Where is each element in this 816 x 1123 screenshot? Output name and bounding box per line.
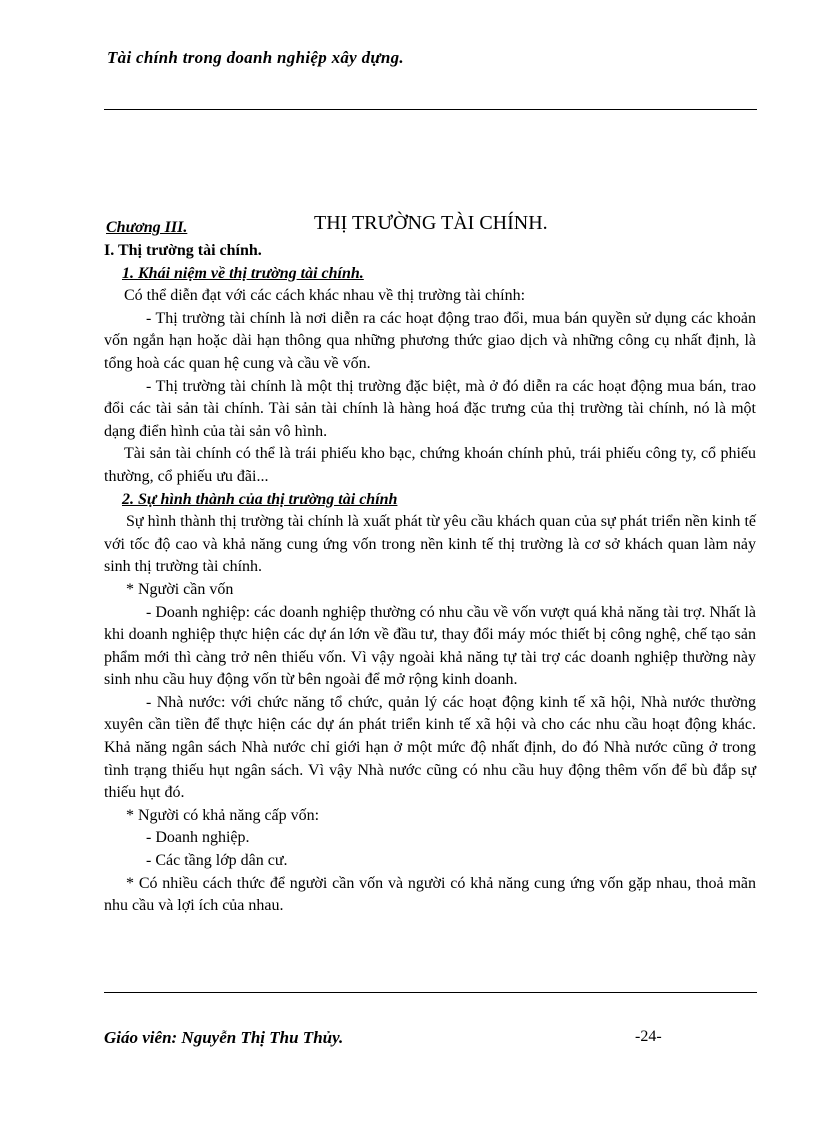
page-body: [104, 212, 756, 918]
capital-supplier-label: * Người có khả năng cấp vốn:: [126, 806, 320, 824]
supply-enterprise: - Doanh nghiệp.: [146, 829, 250, 847]
subsection-heading-concept: 1. Khái niệm về thị trường tài chính.: [122, 264, 364, 282]
formation-conclusion: * Có nhiều cách thức để người cần vốn và người có khả năng cung ứng vốn gặp nhau, thoả mãn nhu cầu và lợi ích của nhau.: [104, 874, 756, 915]
need-enterprise: - Doanh nghiệp: các doanh nghiệp thường có nhu cầu về vốn vượt quá khả năng tài trợ. Nhất là khi doanh nghiệp thực hiện các dự án lớn về đầu tư, thay đổi máy móc thiết bị công nghệ, chế tạo sản phẩm mới thì càng trở nên thiếu vốn. Vì vậy ngoài khả năng tự tài trợ các doanh nghiệp thường này sinh nhu cầu huy động vốn từ bên ngoài để mở rộng kinh doanh.: [104, 603, 756, 689]
need-state: - Nhà nước: với chức năng tổ chức, quản lý các hoạt động kinh tế xã hội, Nhà nước thường xuyên cần tiền để thực hiện các dự án phát triển kinh tế xã hội và cho các nhu cầu hoạt động khác. Khả năng ngân sách Nhà nước chỉ giới hạn ở một mức độ nhất định, do đó Nhà nước cũng ở trong tình trạng thiếu hụt ngân sách. Vì vậy Nhà nước cũng có nhu cầu huy động thêm vốn để bù đắp sự thiếu hụt đó.: [104, 693, 756, 802]
chapter-label: Chương III.: [106, 219, 188, 236]
page-number: -24-: [635, 1028, 662, 1045]
concept-point-2: - Thị trường tài chính là một thị trường đặc biệt, mà ở đó diễn ra các hoạt động mua bán, trao đổi các tài sản tài chính. Tài sản tài chính là hàng hoá đặc trưng của thị trường tài chính, nó là một dạng điển hình của tài sản vô hình.: [104, 377, 756, 440]
running-header: Tài chính trong doanh nghiệp xây dựng.: [107, 48, 404, 67]
formation-intro: Sự hình thành thị trường tài chính là xuất phát từ yêu cầu khách quan của sự phát triển nền kinh tế với tốc độ cao và khả năng cung ứng vốn trong nền kinh tế thị trường là cơ sở khách quan làm nảy sinh thị trường tài chính.: [104, 513, 756, 576]
chapter-title: THỊ TRƯỜNG TÀI CHÍNH.: [314, 212, 548, 234]
header-divider: [104, 109, 757, 110]
subsection-heading-formation: 2. Sự hình thành của thị trường tài chính: [122, 490, 398, 508]
concept-intro: Có thể diễn đạt với các cách khác nhau về thị trường tài chính:: [124, 287, 526, 305]
footer-teacher: Giáo viên: Nguyễn Thị Thu Thủy.: [104, 1028, 344, 1047]
capital-needer-label: * Người cần vốn: [126, 580, 234, 598]
footer-divider: [104, 992, 757, 993]
chapter-heading: [104, 212, 756, 240]
concept-point-1: - Thị trường tài chính là nơi diễn ra các hoạt động trao đổi, mua bán quyền sử dụng các khoản vốn ngắn hạn hoặc dài hạn thông qua những phương thức giao dịch và những công cụ nhất định, là tổng hoà các quan hệ cung và cầu về vốn.: [104, 309, 756, 372]
section-heading: I. Thị trường tài chính.: [104, 242, 262, 259]
supply-residents: - Các tầng lớp dân cư.: [146, 852, 288, 870]
concept-examples: Tài sản tài chính có thể là trái phiếu kho bạc, chứng khoán chính phủ, trái phiếu công ty, cổ phiếu thường, cổ phiếu ưu đãi...: [104, 445, 756, 485]
